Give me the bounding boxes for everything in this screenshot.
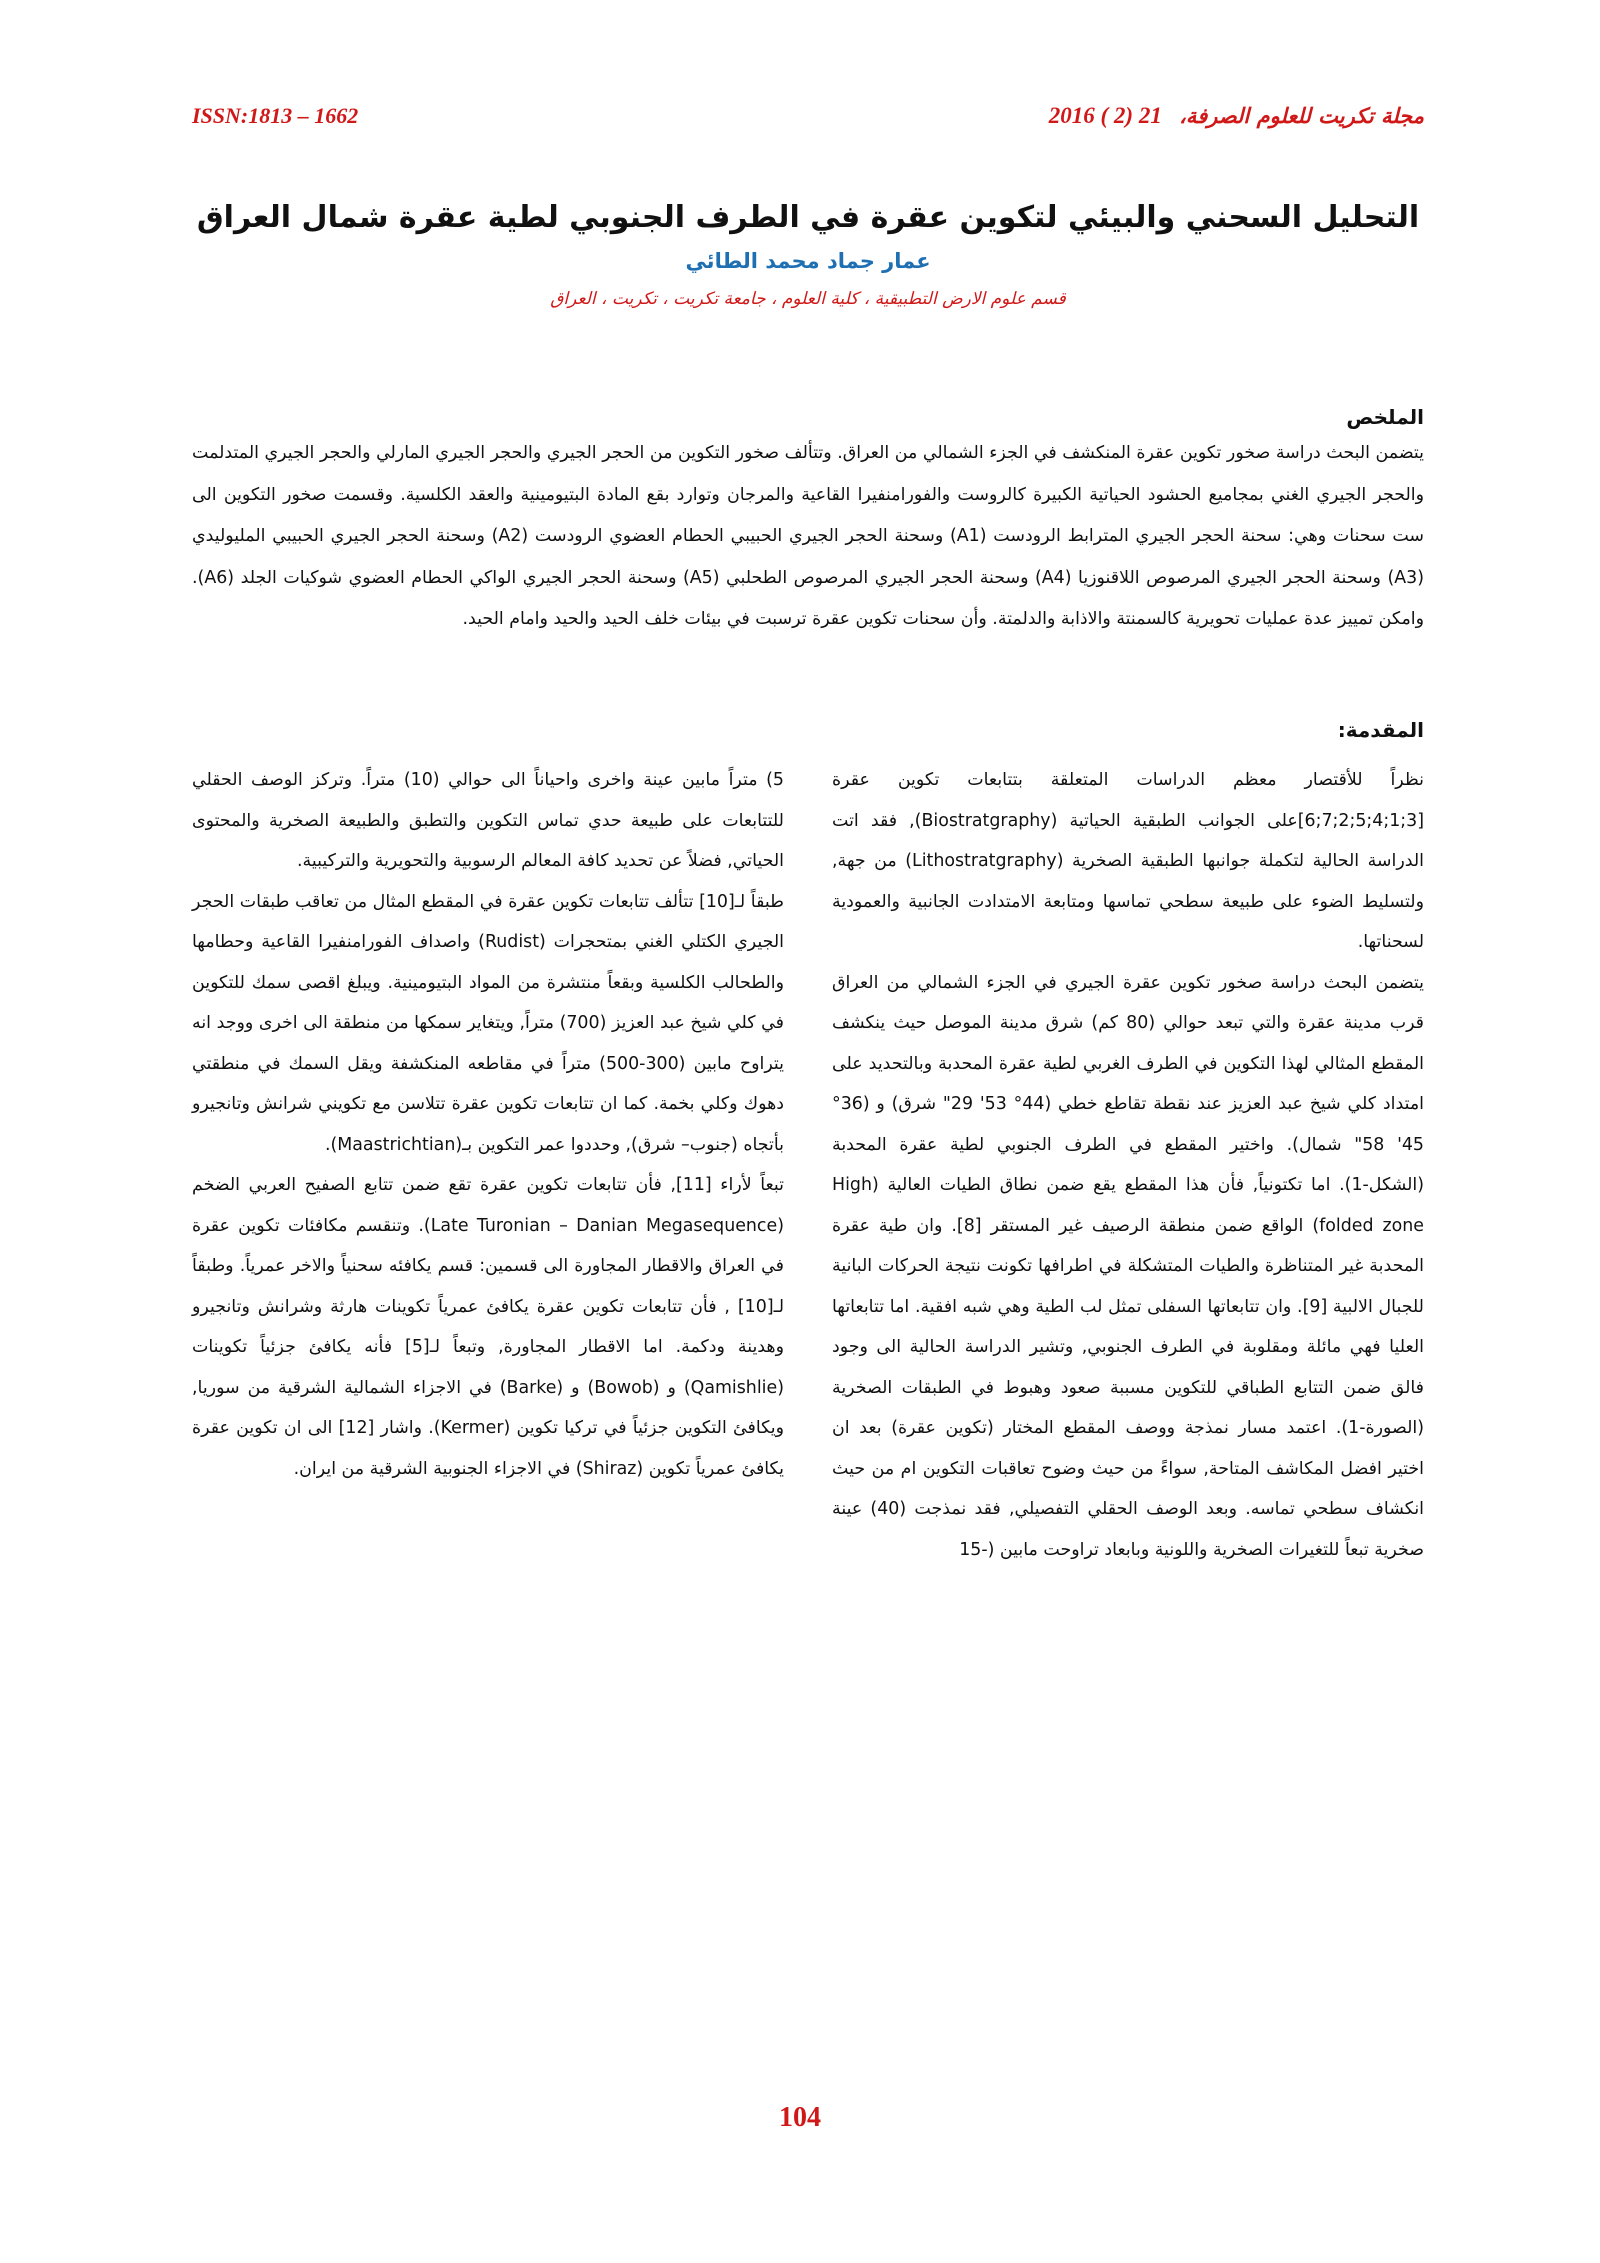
intro-paragraph: تبعاً لأراء [11], فأن تتابعات تكوين عقرة تقع ضمن تتابع الصفيح العربي الضخم (Late Turonian – Danian Megasequence). وتنقسم مكافئات تكوين عقرة في العراق والاقطار المجاورة الى قسمين: قسم يكافئه سحنياً والاخر عمرياً. وطبقاً لـ[10] , فأن تتابعات تكوين عقرة يكافئ عمرياً تكوينات هارثة وشرانش وتانجيرو وهدينة ودكمة. اما الاقطار المجاورة, وتبعاً لـ[5] فأنه يكافئ جزئياً تكوينات (Qamishlie) و (Bowob) و (Barke) في الاجزاء الشمالية الشرقية من سوريا, ويكافئ التكوين جزئياً في تركيا تكوين (Kermer). واشار [12] الى ان تكوين عقرة يكافئ عمرياً تكوين (Shiraz) في الاجزاء الجنوبية الشرقية من ايران.: [192, 1175, 784, 1479]
issn-label: ISSN:1813 – 1662: [192, 103, 359, 128]
author-name: عمار جماد محمد الطائي: [685, 249, 931, 273]
journal-volume: 2016 ( 2) 21: [1048, 103, 1162, 128]
running-header: [192, 96, 1424, 136]
introduction-heading: المقدمة:: [1337, 718, 1424, 742]
left-column: [192, 760, 784, 1570]
abstract-text: يتضمن البحث دراسة صخور تكوين عقرة المنكشف في الجزء الشمالي من العراق. وتتألف صخور التكوين من الحجر الجيري والحجر الجيري المارلي والحجر الجيري المتدلمت والحجر الجيري الغني بمجاميع الحشود الحياتية الكبيرة كالروست والفورامنفيرا القاعية والمرجان وتوارد بقع المادة البتيومينية والعقد الكلسية. وقسمت صخور التكوين الى ست سحنات وهي: سحنة الحجر الجيري المترابط الرودست (A1) وسحنة الحجر الجيري الحبيبي الحطام العضوي الرودست (A2) وسحنة الحجر الجيري الحبيبي المليوليدي (A3) وسحنة الحجر الجيري المرصوص اللاقنوزيا (A4) وسحنة الحجر الجيري المرصوص الطحلبي (A5) وسحنة الحجر الجيري الواكي الحطام العضوي شوكيات الجلد (A6). وامكن تمييز عدة عمليات تحويرية كالسمنتة والاذابة والدلمتة. وأن سحنات تكوين عقرة ترسبت في بيئات خلف الحيد والحيد وامام الحيد.: [192, 443, 1424, 629]
introduction-heading-wrap: [192, 718, 1424, 746]
abstract-section: [192, 405, 1424, 641]
introduction-body: [192, 760, 1424, 1570]
journal-name: مجلة تكريت للعلوم الصرفة،: [1179, 104, 1424, 128]
page-number: 104: [779, 2102, 821, 2133]
intro-paragraph: يتضمن البحث دراسة صخور تكوين عقرة الجيري في الجزء الشمالي من العراق قرب مدينة عقرة والتي تبعد حوالي (80 كم) شرق مدينة الموصل حيث ينكشف المقطع المثالي لهذا التكوين في الطرف الغربي لطية عقرة المحدبة وبالتحديد على امتداد كلي شيخ عبد العزيز عند نقطة تقاطع خطي (44° 53' 29" شرق) و (36° 45' 58" شمال). واختير المقطع في الطرف الجنوبي لطية عقرة المحدبة (الشكل-1). اما تكتونياً, فأن هذا المقطع يقع ضمن نطاق الطيات العالية (High folded zone) الواقع ضمن منطقة الرصيف غير المستقر [8]. وان طية عقرة المحدبة غير المتناظرة والطيات المتشكلة في اطرافها تكونت نتيجة الحركات البانية للجبال الالبية [9]. وان تتابعاتها السفلى تمثل لب الطية وهي شبه افقية. اما تتابعاتها العليا فهي مائلة ومقلوبة في الطرف الجنوبي, وتشير الدراسة الحالية الى وجود فالق ضمن التتابع الطباقي للتكوين مسببة صعود وهبوط في الطبقات الصخرية (الصورة-1). اعتمد مسار نمذجة ووصف المقطع المختار (تكوين عقرة) بعد ان اختير افضل المكاشف المتاحة, سواءً من حيث وضوح تعاقبات التكوين ام من حيث انكشاف سطحي تماسه. وبعد الوصف الحقلي التفصيلي, فقد نمذجت (40) عينة صخرية تبعاً للتغيرات الصخرية واللونية وبابعاد تراوحت مابين (-15: [832, 972, 1424, 1560]
right-column: [832, 760, 1424, 1570]
intro-paragraph: نظراً للأقتصار معظم الدراسات المتعلقة بتتابعات تكوين عقرة [3;1;4;5;2;7;6]على الجوانب الطبقية الحياتية (Biostratgraphy), فقد اتت الدراسة الحالية لتكملة جوانبها الطبقية الصخرية (Lithostratgraphy) من جهة, ولتسليط الضوء على طبيعة سطحي تماسها ومتابعة الامتدادت الجانبية والعمودية لسحناتها.: [832, 770, 1425, 952]
intro-paragraph: طبقاً لـ[10] تتألف تتابعات تكوين عقرة في المقطع المثال من تعاقب طبقات الحجر الجيري الكتلي الغني بمتحجرات (Rudist) واصداف الفورامنفيرا القاعية وحطامها والطحالب الكلسية وبقعاً منتشرة من المواد البتيومينية. ويبلغ اقصى سمك للتكوين في كلي شيخ عبد العزيز (700) متراً, ويتغاير سمكها من منطقة الى اخرى ووجد انه يتراوح مابين (300-500) متراً في مقاطعه المنكشفة ويقل السمك في منطقتي دهوك وكلي بخمة. كما ان تتابعات تكوين عقرة تتلاسن مع تكويني شرانش وتانجيرو بأتجاه (جنوب– شرق), وحددوا عمر التكوين بـ(Maastrichtian).: [192, 891, 785, 1155]
abstract-heading: الملخص: [1346, 405, 1424, 429]
intro-paragraph: 5) متراً مابين عينة واخرى واحياناً الى حوالي (10) متراً. وتركز الوصف الحقلي للتتابعات على طبيعة حدي تماس التكوين والتطبق والطبيعة الصخرية والمحتوى الحياتي, فضلاً عن تحديد كافة المعالم الرسوبية والتحويرية والتركيبية.: [192, 770, 784, 871]
title-block: [192, 200, 1424, 309]
journal-citation: [1049, 103, 1424, 129]
paper-title: التحليل السحني والبيئي لتكوين عقرة في الطرف الجنوبي لطية عقرة شمال العراق: [196, 200, 1420, 235]
author-affiliation: قسم علوم الارض التطبيقية ، كلية العلوم ، جامعة تكريت ، تكريت ، العراق: [550, 289, 1066, 309]
